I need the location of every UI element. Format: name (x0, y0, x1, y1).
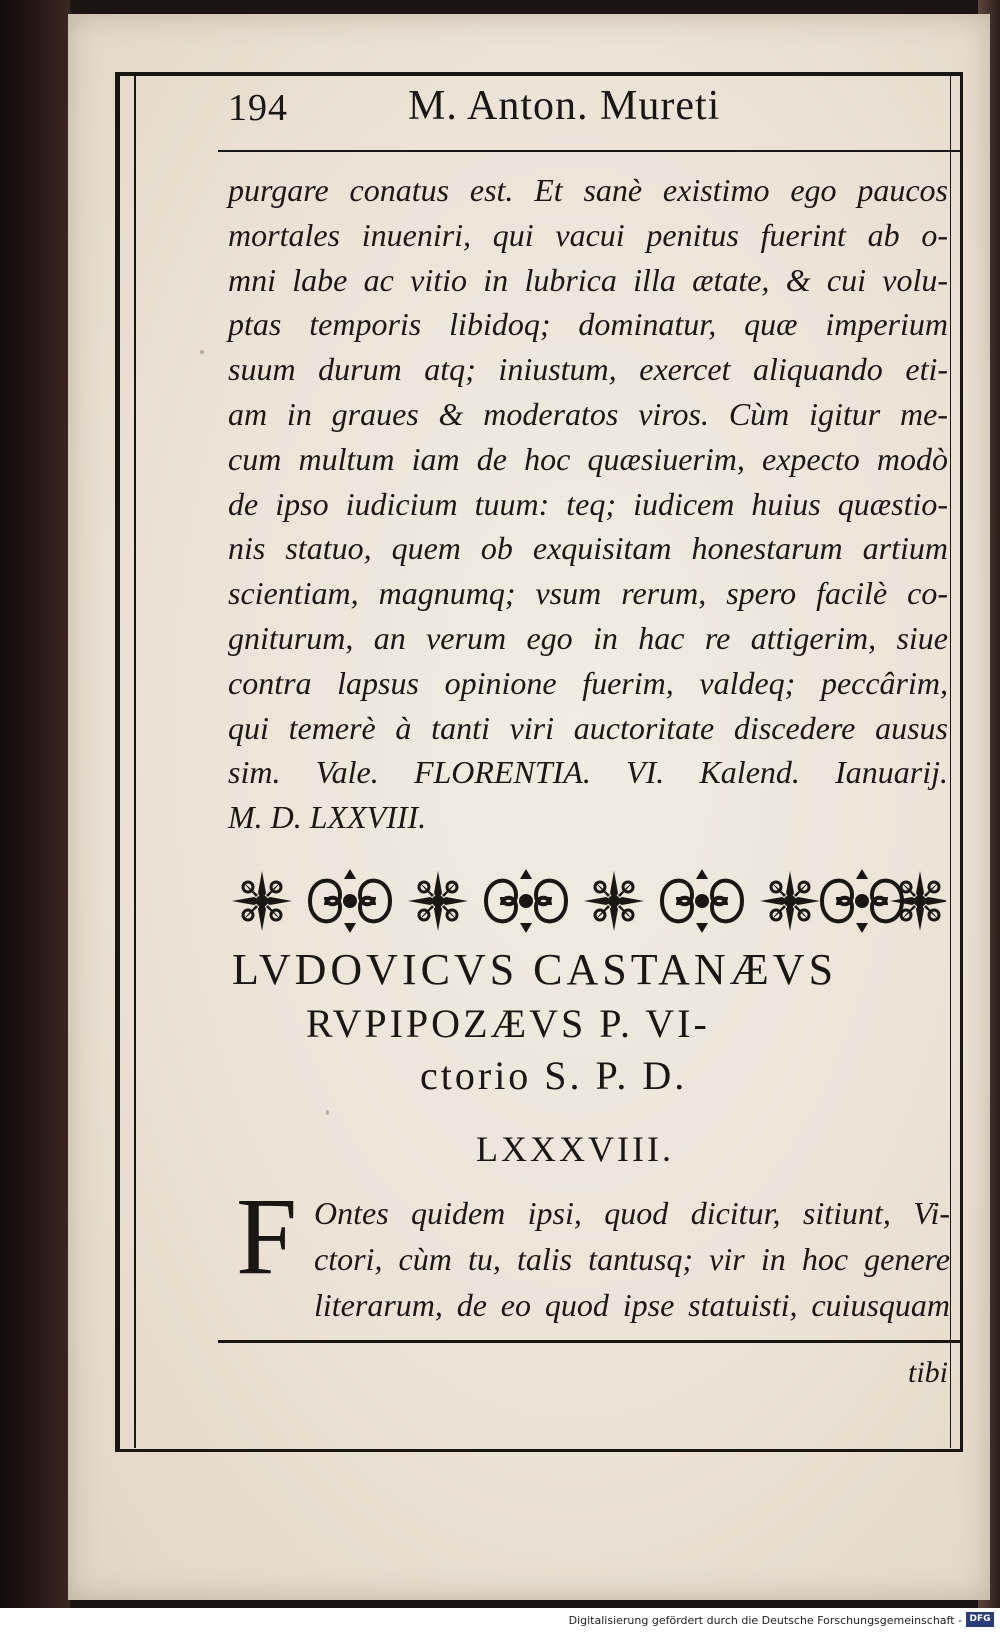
body-line: de ipso iudicium tuum: teq; iudicem huius quæstio- (228, 485, 948, 522)
body-line: am in graues & moderatos viros. Cùm igitur me- (228, 395, 948, 432)
letter-line: literarum, de eo quod ipse statuisti, cuiusquam (314, 1287, 950, 1323)
body-line: contra lapsus opinione fuerim, valdeq; peccârim, (228, 664, 948, 701)
body-line: mortales inueniri, qui vacui penitus fuerint ab o- (228, 216, 948, 253)
body-line: scientiam, magnumq; vsum rerum, spero facilè co- (228, 575, 948, 612)
paper-blemish (200, 350, 204, 354)
drop-cap-initial: F (236, 1175, 298, 1297)
page-number: 194 (228, 87, 288, 129)
letter-heading-line-2: RVPIPOZÆVS P. VI- (306, 1001, 710, 1046)
body-line: M. D. LXXVIII. (228, 799, 427, 836)
decorative-ornament-band (230, 864, 946, 938)
letter-heading-line-3: ctorio S. P. D. (420, 1053, 688, 1098)
body-line: cum multum iam de hoc quæsiuerim, expecto modò (228, 440, 948, 477)
letter-heading-line-1: LVDOVICVS CASTANÆVS (232, 945, 838, 994)
digitization-credit: Digitalisierung gefördert durch die Deutsche Forschungsgemeinschaft - (568, 1614, 962, 1627)
frame-inner-rule-left (134, 76, 136, 1448)
paper-blemish (326, 1110, 329, 1115)
body-line: purgare conatus est. Et sanè existimo ego paucos (228, 172, 948, 208)
letter-line: Ontes quidem ipsi, quod dicitur, sitiunt, Vi- (314, 1195, 950, 1231)
body-line: mni labe ac vitio in lubrica illa ætate, & cui volu- (228, 261, 948, 298)
body-line: qui temerè à tanti viri auctoritate discedere ausus (228, 709, 948, 746)
header-rule (218, 150, 960, 152)
footer-rule (218, 1340, 960, 1343)
book-spine-edge (0, 0, 70, 1637)
frame-inner-rule-right (950, 76, 951, 1448)
dfg-logo: DFG (966, 1612, 994, 1627)
body-line: sim. Vale. FLORENTIA. VI. Kalend. Ianuarij. (228, 754, 948, 791)
letter-number: LXXXVIII. (476, 1129, 674, 1169)
letter-line: ctori, cùm tu, talis tantusq; vir in hoc genere (314, 1241, 950, 1277)
catchword: tibi (907, 1356, 948, 1389)
running-title: M. Anton. Mureti (408, 83, 721, 129)
body-line: suum durum atq; iniustum, exercet aliquando eti- (228, 351, 948, 388)
body-line: ptas temporis libidoq; dominatur, quæ imperium (228, 306, 948, 343)
body-line: nis statuo, quem ob exquisitam honestarum artium (228, 530, 948, 567)
body-text (228, 168, 948, 840)
body-line: gniturum, an verum ego in hac re attigerim, siue (228, 619, 948, 656)
letter-text (314, 1190, 950, 1328)
